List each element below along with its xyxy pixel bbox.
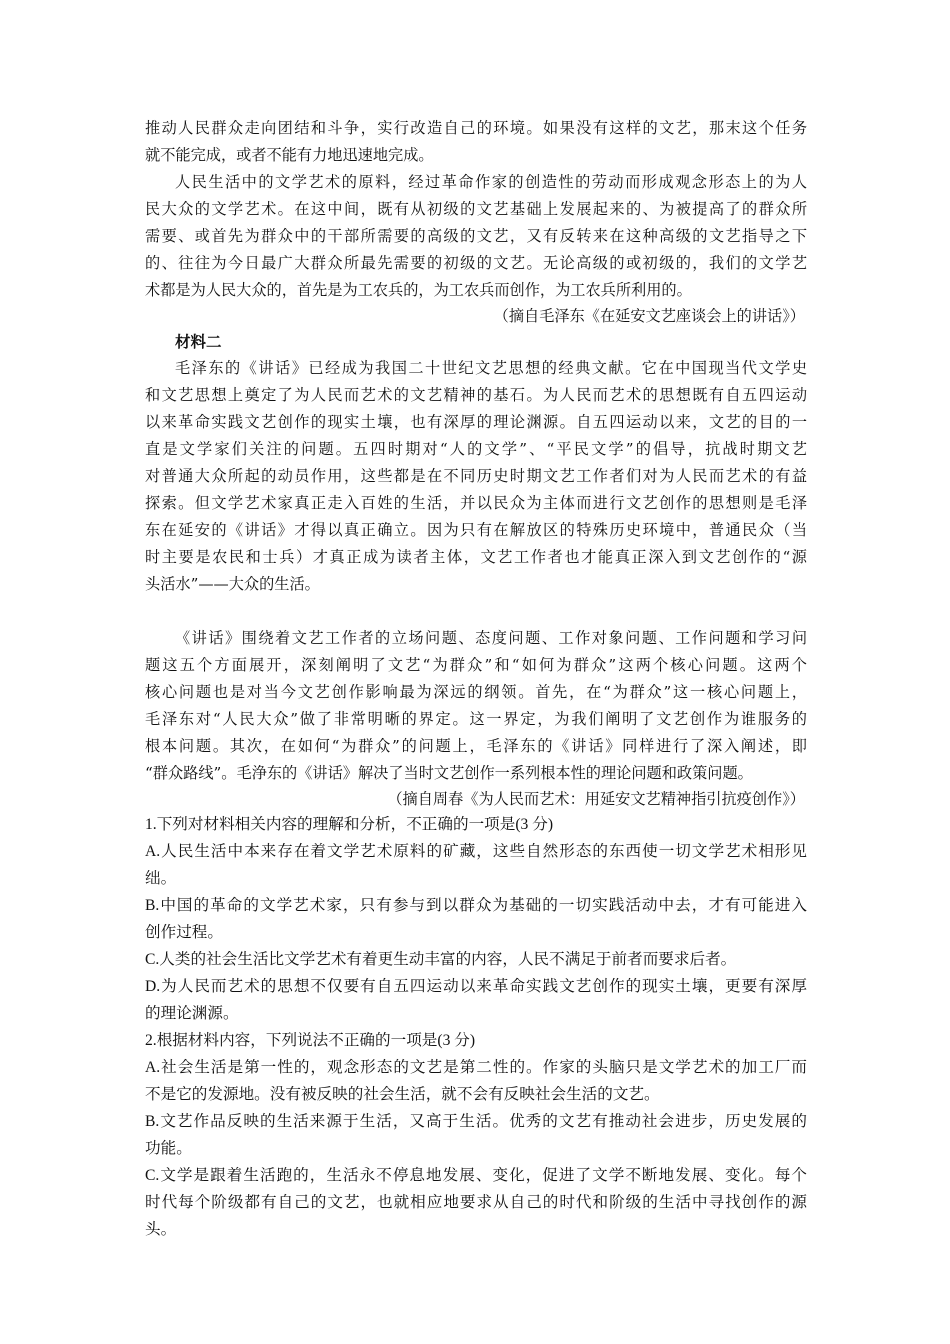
text-line: 和文艺思想上奠定了为人民而艺术的文艺精神的基石。为人民而艺术的思想既有自五四运动 xyxy=(145,386,807,404)
text-line: 《讲话》围绕着文艺工作者的立场问题、态度问题、工作对象问题、工作问题和学习问 xyxy=(175,629,807,647)
option-b-cont: 创作过程。 xyxy=(145,924,223,941)
text-line: 核心问题也是对当今文艺创作影响最为深远的纲领。首先，在“为群众”这一核心问题上， xyxy=(145,683,807,701)
text-line: 时主要是农民和士兵）才真正成为读者主体，文艺工作者也才能真正深入到文艺创作的“源 xyxy=(145,548,807,566)
option-b: B.中国的革命的文学艺术家，只有参与到以群众为基础的一切实践活动中去，才有可能进入 xyxy=(145,897,807,914)
option-c-cont: 头。 xyxy=(145,1221,177,1238)
question-stem: 1.下列对材料相关内容的理解和分析，不正确的一项是(3 分) xyxy=(145,816,554,833)
source-citation: （摘自毛泽东《在延安文艺座谈会上的讲话》） xyxy=(493,307,805,325)
option-d: D.为人民而艺术的思想不仅要有自五四运动以来革命实践文艺创作的现实土壤，更要有深厚 xyxy=(145,978,807,995)
text-line: 推动人民群众走向团结和斗争，实行改造自己的环境。如果没有这样的文艺，那末这个任务 xyxy=(145,119,807,137)
source-citation: （摘自周春《为人民而艺术：用延安文艺精神指引抗疫创作》） xyxy=(387,790,805,808)
text-line: 术都是为人民大众的，首先是为工农兵的，为工农兵而创作，为工农兵所利用的。 xyxy=(145,281,692,299)
text-line: 毛泽东对“人民大众”做了非常明晰的界定。这一界定，为我们阐明了文艺创作为谁服务的 xyxy=(145,710,807,728)
text-line: 民大众的文学艺术。在这中间，既有从初级的文艺基础上发展起来的、为被提高了的群众所 xyxy=(145,200,807,218)
option-a-cont: 不是它的发源地。没有被反映的社会生活，就不会有反映社会生活的文艺。 xyxy=(145,1086,660,1103)
option-a-cont: 绌。 xyxy=(145,870,177,887)
text-line: 题这五个方面展开，深刻阐明了文艺“为群众”和“如何为群众”这两个核心问题。这两个 xyxy=(145,656,807,674)
text-line: 毛泽东的《讲话》已经成为我国二十世纪文艺思想的经典文献。它在中国现当代文学史 xyxy=(175,359,807,377)
option-c: C.文学是跟着生活跑的，生活永不停息地发展、变化，促进了文学不断地发展、变化。每个 xyxy=(145,1167,807,1184)
text-line: 需要、或首先为群众中的干部所需要的高级的文艺，又有反转来在这种高级的文艺指导之下 xyxy=(145,227,807,245)
text-line: 就不能完成，或者不能有力地迅速地完成。 xyxy=(145,146,434,164)
text-line: 人民生活中的文学艺术的原料，经过革命作家的创造性的劳动而形成观念形态上的为人 xyxy=(175,173,807,191)
option-c: C.人类的社会生活比文学艺术有着更生动丰富的内容，人民不满足于前者而要求后者。 xyxy=(145,951,737,968)
option-b: B.文艺作品反映的生活来源于生活，又高于生活。优秀的文艺有推动社会进步，历史发展的 xyxy=(145,1113,807,1130)
option-a: A.人民生活中本来存在着文学艺术原料的矿藏，这些自然形态的东西使一切文学艺术相形见 xyxy=(145,843,807,860)
text-line: 探索。但文学艺术家真正走入百姓的生活，并以民众为主体而进行文艺创作的思想则是毛泽 xyxy=(145,494,807,512)
text-line: 对普通大众所起的动员作用，这些都是在不同历史时期文艺工作者们对为人民而艺术的有益 xyxy=(145,467,807,485)
option-b-cont: 功能。 xyxy=(145,1140,192,1157)
option-d-cont: 的理论渊源。 xyxy=(145,1005,239,1022)
option-a: A.社会生活是第一性的，观念形态的文艺是第二性的。作家的头脑只是文学艺术的加工厂而 xyxy=(145,1059,807,1076)
text-line: 根本问题。其次，在如何“为群众”的问题上，毛泽东的《讲话》同样进行了深入阐述，即 xyxy=(145,737,807,755)
section-heading: 材料二 xyxy=(175,333,222,351)
text-line: 东在延安的《讲话》才得以真正确立。因为只有在解放区的特殊历史环境中，普通民众（当 xyxy=(145,521,807,539)
option-c-cont: 时代每个阶级都有自己的文艺，也就相应地要求从自己的时代和阶级的生活中寻找创作的源 xyxy=(145,1194,807,1211)
question-stem: 2.根据材料内容，下列说法不正确的一项是(3 分) xyxy=(145,1032,476,1049)
text-line: 头活水”——大众的生活。 xyxy=(145,575,320,593)
text-line: 直是文学家们关注的问题。五四时期对“人的文学”、“平民文学”的倡导，抗战时期文艺 xyxy=(145,440,807,458)
text-line: “群众路线”。毛浄东的《讲话》解决了当时文艺创作一系列根本性的理论问题和政策问题。 xyxy=(145,764,753,782)
text-line: 的、往往为今日最广大群众所最先需要的初级的文艺。无论高级的或初级的，我们的文学艺 xyxy=(145,254,807,272)
text-line: 以来革命实践文艺创作的现实土壤，也有深厚的理论渊源。自五四运动以来，文艺的目的一 xyxy=(145,413,807,431)
